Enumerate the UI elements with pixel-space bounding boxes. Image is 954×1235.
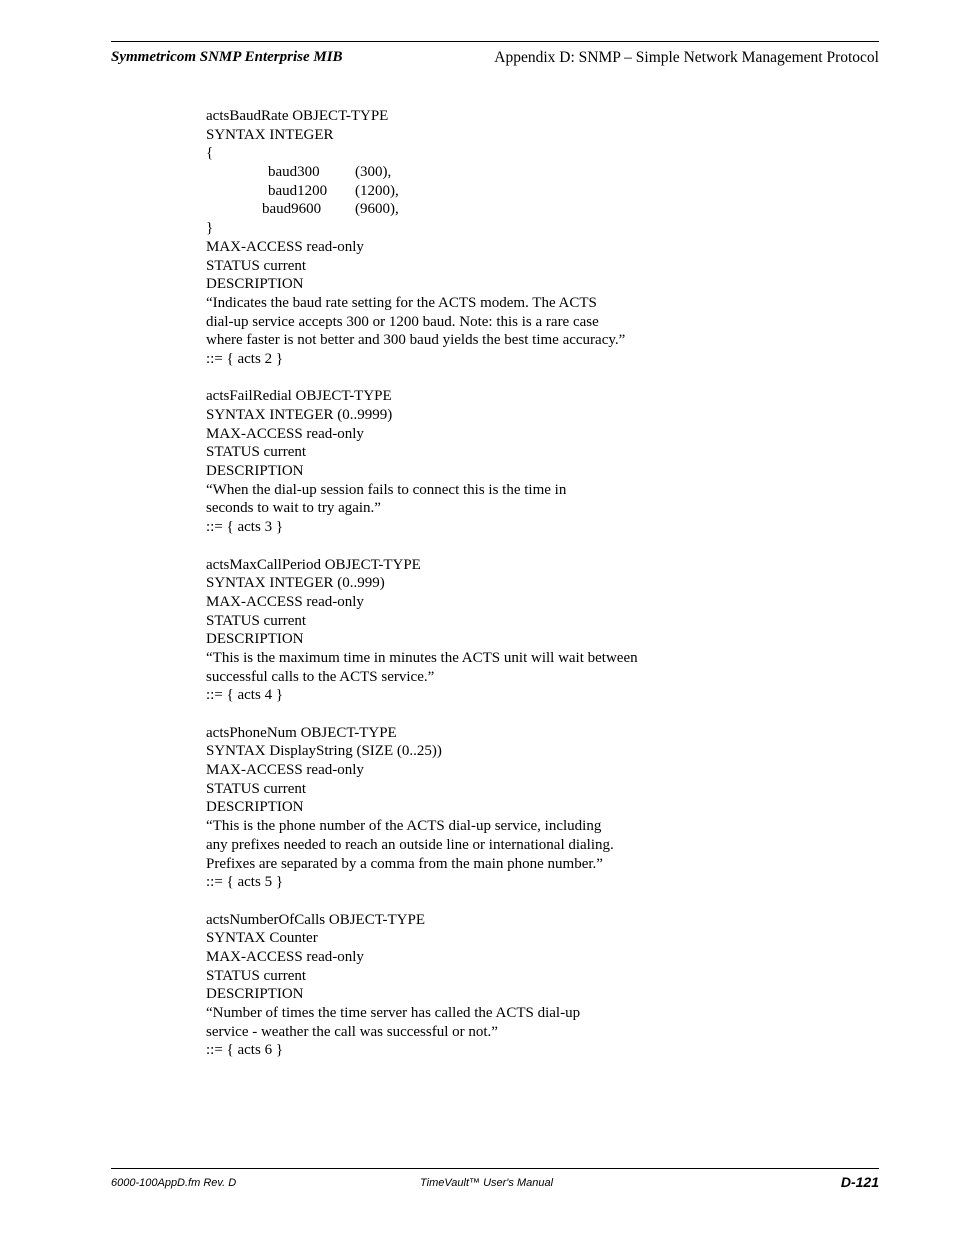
description-text: seconds to wait to try again.” [206, 500, 381, 517]
description-keyword: DESCRIPTION [206, 276, 304, 293]
enum-value: (300), [355, 164, 392, 181]
open-brace: { [206, 145, 214, 162]
description-text: “When the dial-up session fails to connect this is the time in [206, 481, 567, 498]
page-number: D-121 [840, 1174, 879, 1190]
object-declaration: actsPhoneNum OBJECT-TYPE [206, 724, 397, 741]
page-footer [111, 1168, 879, 1199]
syntax-line: SYNTAX INTEGER [206, 126, 334, 143]
object-declaration: actsMaxCallPeriod OBJECT-TYPE [206, 556, 421, 573]
close-brace: } [206, 220, 214, 237]
enum-name: baud300 [268, 164, 320, 181]
enum-entry [206, 182, 726, 201]
mib-object-acts-max-call-period [206, 556, 726, 706]
oid-assignment: ::= { acts 6 } [206, 1042, 284, 1059]
syntax-line: SYNTAX INTEGER (0..999) [206, 575, 385, 592]
footer-file-revision: 6000-100AppD.fm Rev. D [111, 1177, 237, 1189]
oid-assignment: ::= { acts 3 } [206, 519, 284, 536]
status-line: STATUS current [206, 612, 307, 629]
syntax-line: SYNTAX Counter [206, 930, 318, 947]
description-text: Prefixes are separated by a comma from the main phone number.” [206, 855, 603, 872]
syntax-line: SYNTAX INTEGER (0..9999) [206, 407, 393, 423]
oid-assignment: ::= { acts 2 } [206, 350, 284, 367]
footer-manual-title: TimeVault™ User's Manual [420, 1177, 554, 1189]
status-line: STATUS current [206, 967, 307, 984]
description-text: where faster is not better and 300 baud yields the best time accuracy.” [206, 332, 626, 349]
max-access-line: MAX-ACCESS read-only [206, 593, 364, 610]
enum-value: (9600), [355, 201, 399, 218]
description-keyword: DESCRIPTION [206, 463, 304, 480]
object-declaration: actsBaudRate OBJECT-TYPE [206, 108, 389, 124]
header-document-title: Symmetricom SNMP Enterprise MIB [111, 49, 343, 65]
status-line: STATUS current [206, 780, 307, 797]
page-body [206, 107, 726, 1060]
page-header [111, 41, 879, 68]
description-text: “Indicates the baud rate setting for the ACTS modem. The ACTS [206, 294, 597, 311]
status-line: STATUS current [206, 257, 307, 274]
description-text: service - weather the call was successful or not.” [206, 1023, 498, 1040]
status-line: STATUS current [206, 444, 307, 461]
oid-assignment: ::= { acts 4 } [206, 687, 284, 704]
mib-object-acts-number-of-calls [206, 911, 726, 1061]
enum-entry [206, 200, 726, 219]
max-access-line: MAX-ACCESS read-only [206, 762, 364, 779]
enum-name: baud1200 [268, 182, 328, 199]
object-declaration: actsNumberOfCalls OBJECT-TYPE [206, 911, 426, 928]
description-text: successful calls to the ACTS service.” [206, 668, 435, 685]
enum-name: baud9600 [262, 201, 322, 218]
max-access-line: MAX-ACCESS read-only [206, 425, 364, 442]
enum-entry [206, 163, 726, 182]
description-keyword: DESCRIPTION [206, 986, 304, 1003]
description-text: any prefixes needed to reach an outside line or international dialing. [206, 836, 614, 853]
object-declaration: actsFailRedial OBJECT-TYPE [206, 388, 392, 405]
description-text: “Number of times the time server has called the ACTS dial-up [206, 1005, 581, 1021]
oid-assignment: ::= { acts 5 } [206, 874, 284, 891]
description-text: dial-up service accepts 300 or 1200 baud. Note: this is a rare case [206, 313, 599, 330]
mib-object-acts-fail-redial [206, 387, 726, 537]
description-keyword: DESCRIPTION [206, 799, 304, 816]
description-keyword: DESCRIPTION [206, 631, 304, 648]
enum-value: (1200), [355, 182, 399, 199]
syntax-line: SYNTAX DisplayString (SIZE (0..25)) [206, 743, 442, 760]
description-text: “This is the maximum time in minutes the ACTS unit will wait between [206, 649, 638, 666]
max-access-line: MAX-ACCESS read-only [206, 948, 364, 965]
max-access-line: MAX-ACCESS read-only [206, 238, 364, 255]
mib-object-acts-phone-num [206, 724, 726, 892]
mib-object-acts-baud-rate [206, 107, 726, 369]
description-text: “This is the phone number of the ACTS dial-up service, including [206, 818, 602, 835]
header-chapter-title: Appendix D: SNMP – Simple Network Management Protocol [494, 49, 879, 66]
